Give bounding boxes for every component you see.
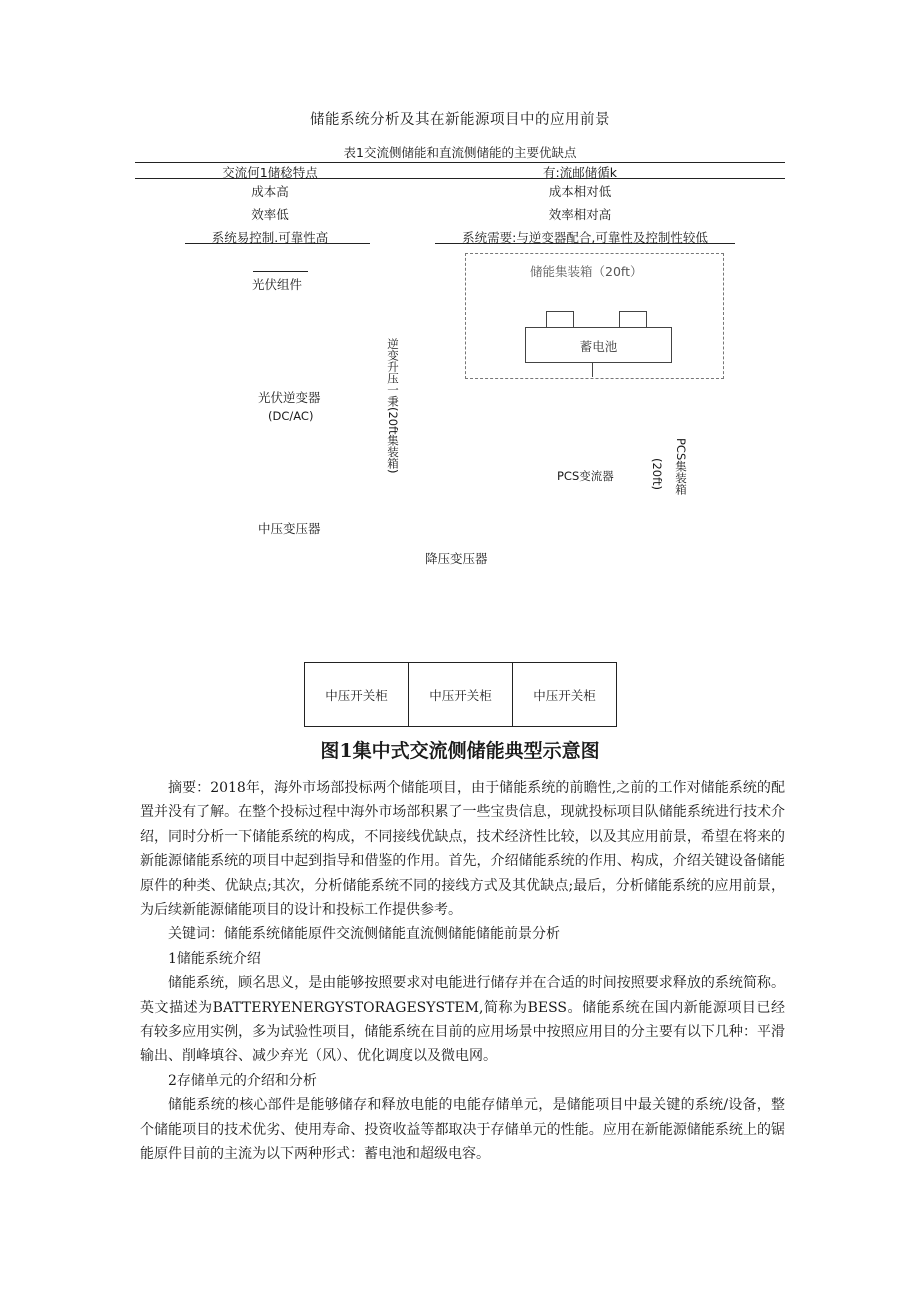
section-1-paragraph: 储能系统，顾名思义，是由能够按照要求对电能进行储存并在合适的时间按照要求释放的系统简称。英文描述为BATTERYENERGYSTORAGESYSTEM,简称为BESS。储能系统在国内新能源项目已经有较多应用实例，多为试验性项目，储能系统在目前的应用场景中按照应用目的分主要有以下几种：平滑输出、削峰填谷、减少弃光（风）、优化调度以及微电网。 — [140, 975, 785, 1065]
mv-transformer-label: 中压变压器 — [258, 521, 321, 536]
pv-inverter-label: 光伏逆变器 — [258, 390, 321, 405]
table-cell: 效率相对高 — [548, 207, 612, 222]
switchgear-cell: 中压开关柜 — [512, 663, 616, 726]
table-header-rule — [135, 178, 785, 179]
pv-modules-label: 光伏组件 — [252, 277, 303, 292]
battery-connector — [592, 362, 593, 377]
figure-caption: 图1集中式交流侧储能典型示意图 — [320, 740, 600, 762]
document-title: 储能系统分析及其在新能源项目中的应用前景 — [310, 112, 610, 128]
switchgear-row — [304, 662, 617, 727]
table-cell: 系统需要:与逆变器配合,可靠性及控制性较低 — [462, 230, 708, 245]
pcs-converter-label: PCS变流器 — [557, 469, 614, 483]
table-caption: 表1交流侧储能和直流侧储能的主要优缺点 — [343, 145, 577, 160]
pcs-container-size-label: (20ft) — [650, 458, 664, 490]
table-cell: 成本相对低 — [548, 184, 612, 199]
battery-label: 蓄电池 — [579, 339, 618, 354]
battery-terminal-right — [619, 311, 647, 328]
inverter-skid-label: 逆变升压一秉(20ft集装箱) — [386, 338, 400, 474]
table-header-ac: 交流何1储稔特点 — [222, 165, 318, 180]
table-cell: 系统易控制.可靠性高 — [211, 230, 329, 245]
section-2-heading: 2存储单元的介绍和分析 — [168, 1072, 317, 1089]
section-1-heading: 1储能系统介绍 — [168, 950, 261, 967]
storage-container-title: 储能集装箱（20ft） — [530, 264, 643, 279]
section-2-paragraph: 储能系统的核心部件是能够储存和释放电能的电能存储单元，是储能项目中最关键的系统/设备，整个储能项目的技术优劣、使用寿命、投资收益等都取决于存储单元的性能。应用在新能源储能系统上的锯能原件目前的主流为以下两种形式：蓄电池和超级电容。 — [140, 1097, 785, 1163]
table-bottom-rule-left — [185, 243, 370, 244]
switchgear-cell: 中压开关柜 — [408, 663, 512, 726]
battery-terminal-left — [546, 311, 574, 328]
pv-inverter-sub-label: (DC/AC) — [268, 409, 314, 423]
keywords-line: 关键词：储能系统储能原件交流侧储能直流侧储能储能前景分析 — [168, 926, 560, 943]
abstract-paragraph: 摘要：2018年，海外市场部投标两个储能项目，由于储能系统的前瞻性,之前的工作对储能系统的配置并没有了解。在整个投标过程中海外市场部积累了一些宝贵信息，现就投标项目队储能系统进行技术介绍，同时分析一下储能系统的构成，不同接线优缺点，技术经济性比较，以及其应用前景，希望在将来的新能源储能系统的项目中起到指导和借鉴的作用。首先，介绍储能系统的作用、构成，介绍关键设备储能原件的种类、优缺点;其次，分析储能系统不同的接线方式及其优缺点;最后，分析储能系统的应用前景，为后续新能源储能项目的设计和投标工作提供参考。 — [140, 780, 785, 919]
table-bottom-rule-right — [435, 243, 735, 244]
pv-modules-overline — [253, 271, 308, 272]
switchgear-cell: 中压开关柜 — [325, 687, 388, 703]
battery-box — [525, 327, 672, 363]
pcs-container-label: PCS集装箱 — [674, 438, 688, 495]
body-text — [140, 776, 785, 1167]
table-header-dc: 有:流邮储循k — [543, 165, 617, 180]
step-down-transformer-label: 降压变压器 — [425, 551, 488, 566]
table-cell: 效率低 — [251, 207, 289, 222]
table-cell: 成本高 — [251, 184, 289, 199]
